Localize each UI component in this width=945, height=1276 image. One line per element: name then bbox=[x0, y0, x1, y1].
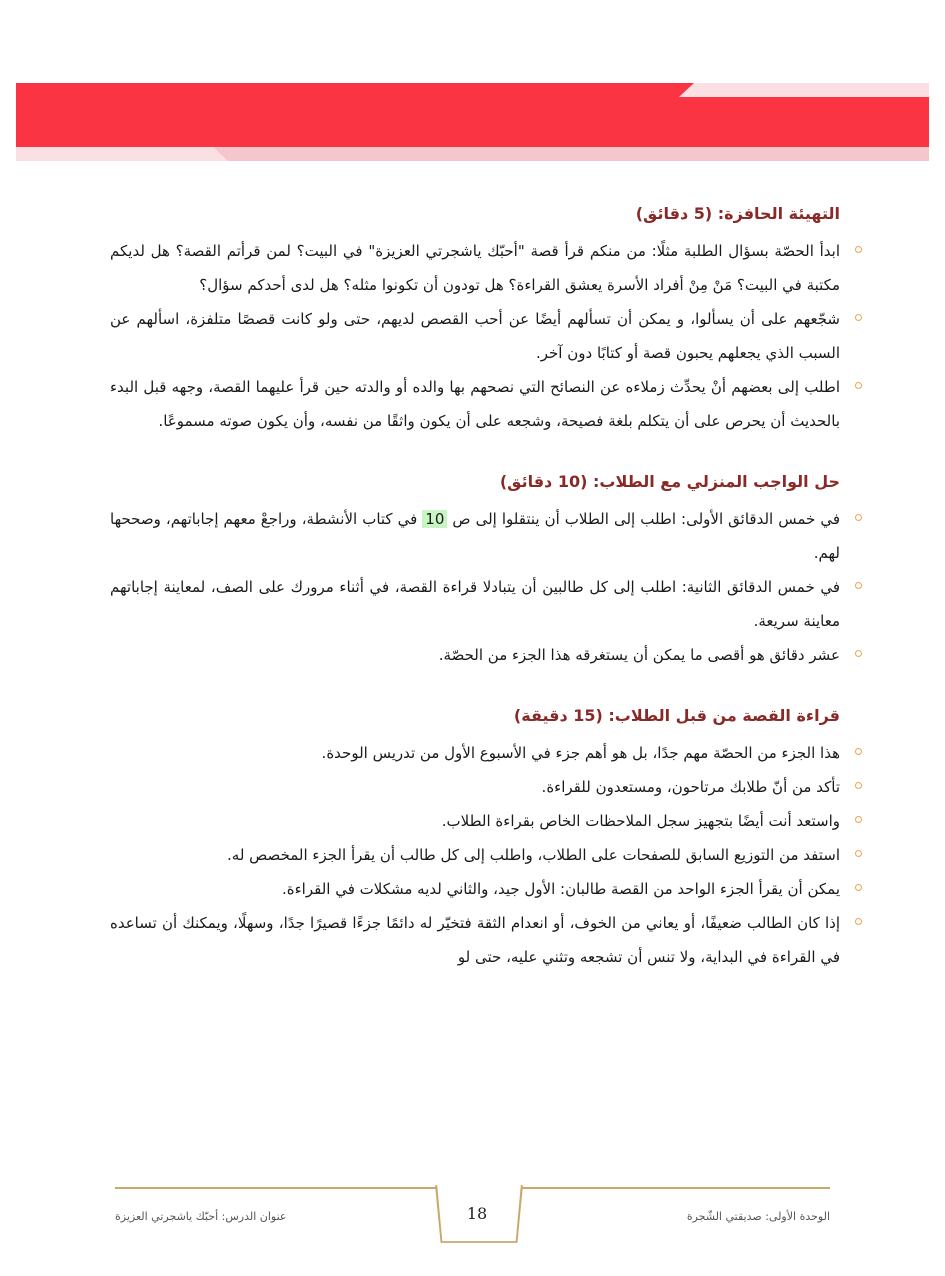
bullet-icon bbox=[855, 582, 862, 589]
section-reading bbox=[110, 702, 840, 974]
bullet-icon bbox=[855, 514, 862, 521]
banner-decoration-left bbox=[16, 147, 228, 161]
section-title: التهيئة الحافزة: (5 دقائق) bbox=[635, 204, 840, 223]
list-item: هذا الجزء من الحصّة مهم جدًا، بل هو أهم جزء في الأسبوع الأول من تدريس الوحدة. bbox=[110, 736, 840, 770]
bullet-icon bbox=[855, 782, 862, 789]
bullet-icon bbox=[855, 748, 862, 755]
page-number: 18 bbox=[466, 1204, 488, 1223]
bullet-icon bbox=[855, 816, 862, 823]
list-item: يمكن أن يقرأ الجزء الواحد من القصة طالبان: الأول جيد، والثاني لديه مشكلات في القراءة. bbox=[110, 872, 840, 906]
section-title: قراءة القصة من قبل الطلاب: (15 دقيقة) bbox=[513, 706, 840, 725]
bullet-icon bbox=[855, 884, 862, 891]
bullet-icon bbox=[855, 382, 862, 389]
bullet-icon bbox=[855, 314, 862, 321]
list-item: شجّعهم على أن يسألوا، و يمكن أن تسألهم أيضًا عن أحب القصص لديهم، حتى ولو كانت قصصًا متلفزة، اسألهم عن السبب الذي يجعلهم يحبون قصة أو كتابًا دون آخر. bbox=[110, 302, 840, 370]
footer-lesson-title: عنوان الدرس: أحبّك ياشجرتي العزيزة bbox=[115, 1210, 287, 1223]
footer-unit-title: الوحدة الأولى: صديقتي الشّجرة bbox=[686, 1210, 830, 1223]
section-homework bbox=[110, 468, 840, 672]
bullet-icon bbox=[855, 850, 862, 857]
item-list bbox=[110, 736, 840, 974]
banner-decoration-right bbox=[679, 83, 929, 97]
list-item: ابدأ الحصّة بسؤال الطلبة مثلًا: من منكم قرأ قصة "أحبّك ياشجرتي العزيزة" في البيت؟ لمن قرأتم القصة؟ هل لديكم مكتبة في البيت؟ مَنْ مِنْ أفراد الأسرة يعشق القراءة؟ هل تودون أن تكونوا مثله؟ هل لدى أحدكم سؤال؟ bbox=[110, 234, 840, 302]
section-title: حل الواجب المنزلي مع الطلاب: (10 دقائق) bbox=[499, 472, 840, 491]
section-warmup bbox=[110, 200, 840, 438]
page-reference-highlight: 10 bbox=[422, 510, 447, 528]
list-item: تأكد من أنّ طلابك مرتاحون، ومستعدون للقراءة. bbox=[110, 770, 840, 804]
list-item: في خمس الدقائق الثانية: اطلب إلى كل طالبين أن يتبادلا قراءة القصة، في أثناء مرورك على الصف، لمعاينة إجاباتهم معاينة سريعة. bbox=[110, 570, 840, 638]
bullet-icon bbox=[855, 918, 862, 925]
item-list bbox=[110, 234, 840, 438]
list-item: في خمس الدقائق الأولى: اطلب إلى الطلاب أن ينتقلوا إلى ص 10 في كتاب الأنشطة، وراجعْ معهم إجاباتهم، وصححها لهم. bbox=[110, 502, 840, 570]
list-item: اطلب إلى بعضهم أنْ يحدِّث زملاءه عن النصائح التي نصحهم بها والده أو والدته حين قرأ عليهما القصة، وجهه قبل البدء بالحديث أن يحرص على أن يتكلم بلغة فصيحة، وشجعه على أن يكون واثقًا من نفسه، وأن يكون صوته مسموعًا. bbox=[110, 370, 840, 438]
page-content bbox=[110, 200, 840, 1004]
list-item: عشر دقائق هو أقصى ما يمكن أن يستغرقه هذا الجزء من الحصّة. bbox=[110, 638, 840, 672]
item-list bbox=[110, 502, 840, 672]
bullet-icon bbox=[855, 246, 862, 253]
list-item: إذا كان الطالب ضعيفًا، أو يعاني من الخوف، أو انعدام الثقة فتخيّر له دائمًا جزءًا قصيرًا جدًا، وسهلًا، ويمكنك أن تساعده في القراءة في البداية، ولا تنس أن تشجعه وتثني عليه، حتى لو bbox=[110, 906, 840, 974]
list-item: استفد من التوزيع السابق للصفحات على الطلاب، واطلب إلى كل طالب أن يقرأ الجزء المخصص له. bbox=[110, 838, 840, 872]
list-item: واستعد أنت أيضًا بتجهيز سجل الملاحظات الخاص بقراءة الطلاب. bbox=[110, 804, 840, 838]
bullet-icon bbox=[855, 650, 862, 657]
